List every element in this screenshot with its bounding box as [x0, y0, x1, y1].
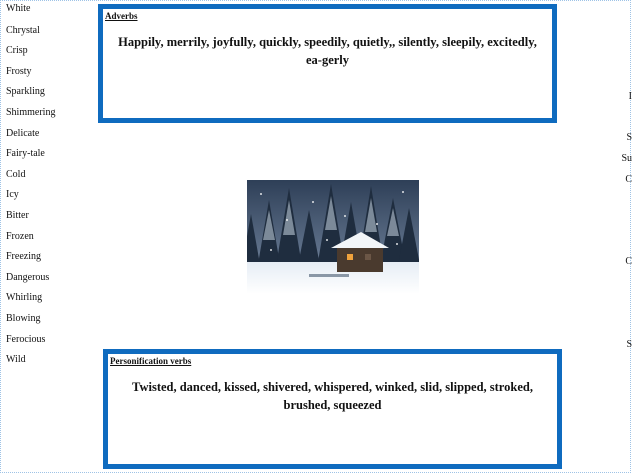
word-list-item: Shimmering	[6, 106, 56, 118]
word-list-item: Wild	[6, 354, 26, 366]
word-list-item: Cold	[6, 168, 26, 180]
adverbs-textbox[interactable]	[98, 4, 557, 123]
snowy-cabin-illustration	[247, 180, 419, 294]
word-list-item: Dangerous	[6, 271, 50, 283]
word-list-item: Fairy-tale	[6, 148, 45, 160]
personification-verbs-text: Twisted, danced, kissed, shivered, whispered, winked, slid, slipped, stroked, brushed, squeezed	[132, 380, 533, 412]
right-edge-cut-off-text	[618, 0, 632, 474]
snowy-cabin-image[interactable]	[247, 180, 419, 294]
word-list-item: Icy	[6, 189, 19, 201]
right-edge-fragment: Su	[621, 153, 632, 164]
adjective-word-list	[6, 0, 55, 371]
right-edge-fragment: C	[625, 256, 632, 267]
word-list-item: Sparkling	[6, 86, 45, 98]
word-list-item: Freezing	[6, 251, 41, 263]
right-edge-fragment: S	[626, 339, 632, 350]
word-list-item: Whirling	[6, 292, 43, 304]
word-list-item: Ferocious	[6, 333, 46, 345]
right-edge-fragment: C	[625, 174, 632, 185]
adverbs-text: Happily, merrily, joyfully, quickly, speedily, quietly,, silently, sleepily, excitedly, ea-gerly	[118, 35, 537, 67]
word-list-item: Chrystal	[6, 24, 40, 36]
word-list-item: Delicate	[6, 127, 40, 139]
word-list-item: Crisp	[6, 45, 28, 57]
word-list-item: White	[6, 3, 31, 14]
adverbs-title: Adverbs	[105, 11, 138, 21]
word-list-item: Blowing	[6, 312, 41, 324]
right-edge-fragment: I	[628, 91, 632, 102]
personification-verbs-title: Personification verbs	[110, 356, 192, 366]
word-list-item: Bitter	[6, 209, 29, 221]
right-edge-fragment: S	[626, 132, 632, 143]
word-list-item: Frozen	[6, 230, 34, 242]
word-list-item: Frosty	[6, 65, 32, 77]
personification-verbs-textbox[interactable]	[103, 349, 562, 469]
